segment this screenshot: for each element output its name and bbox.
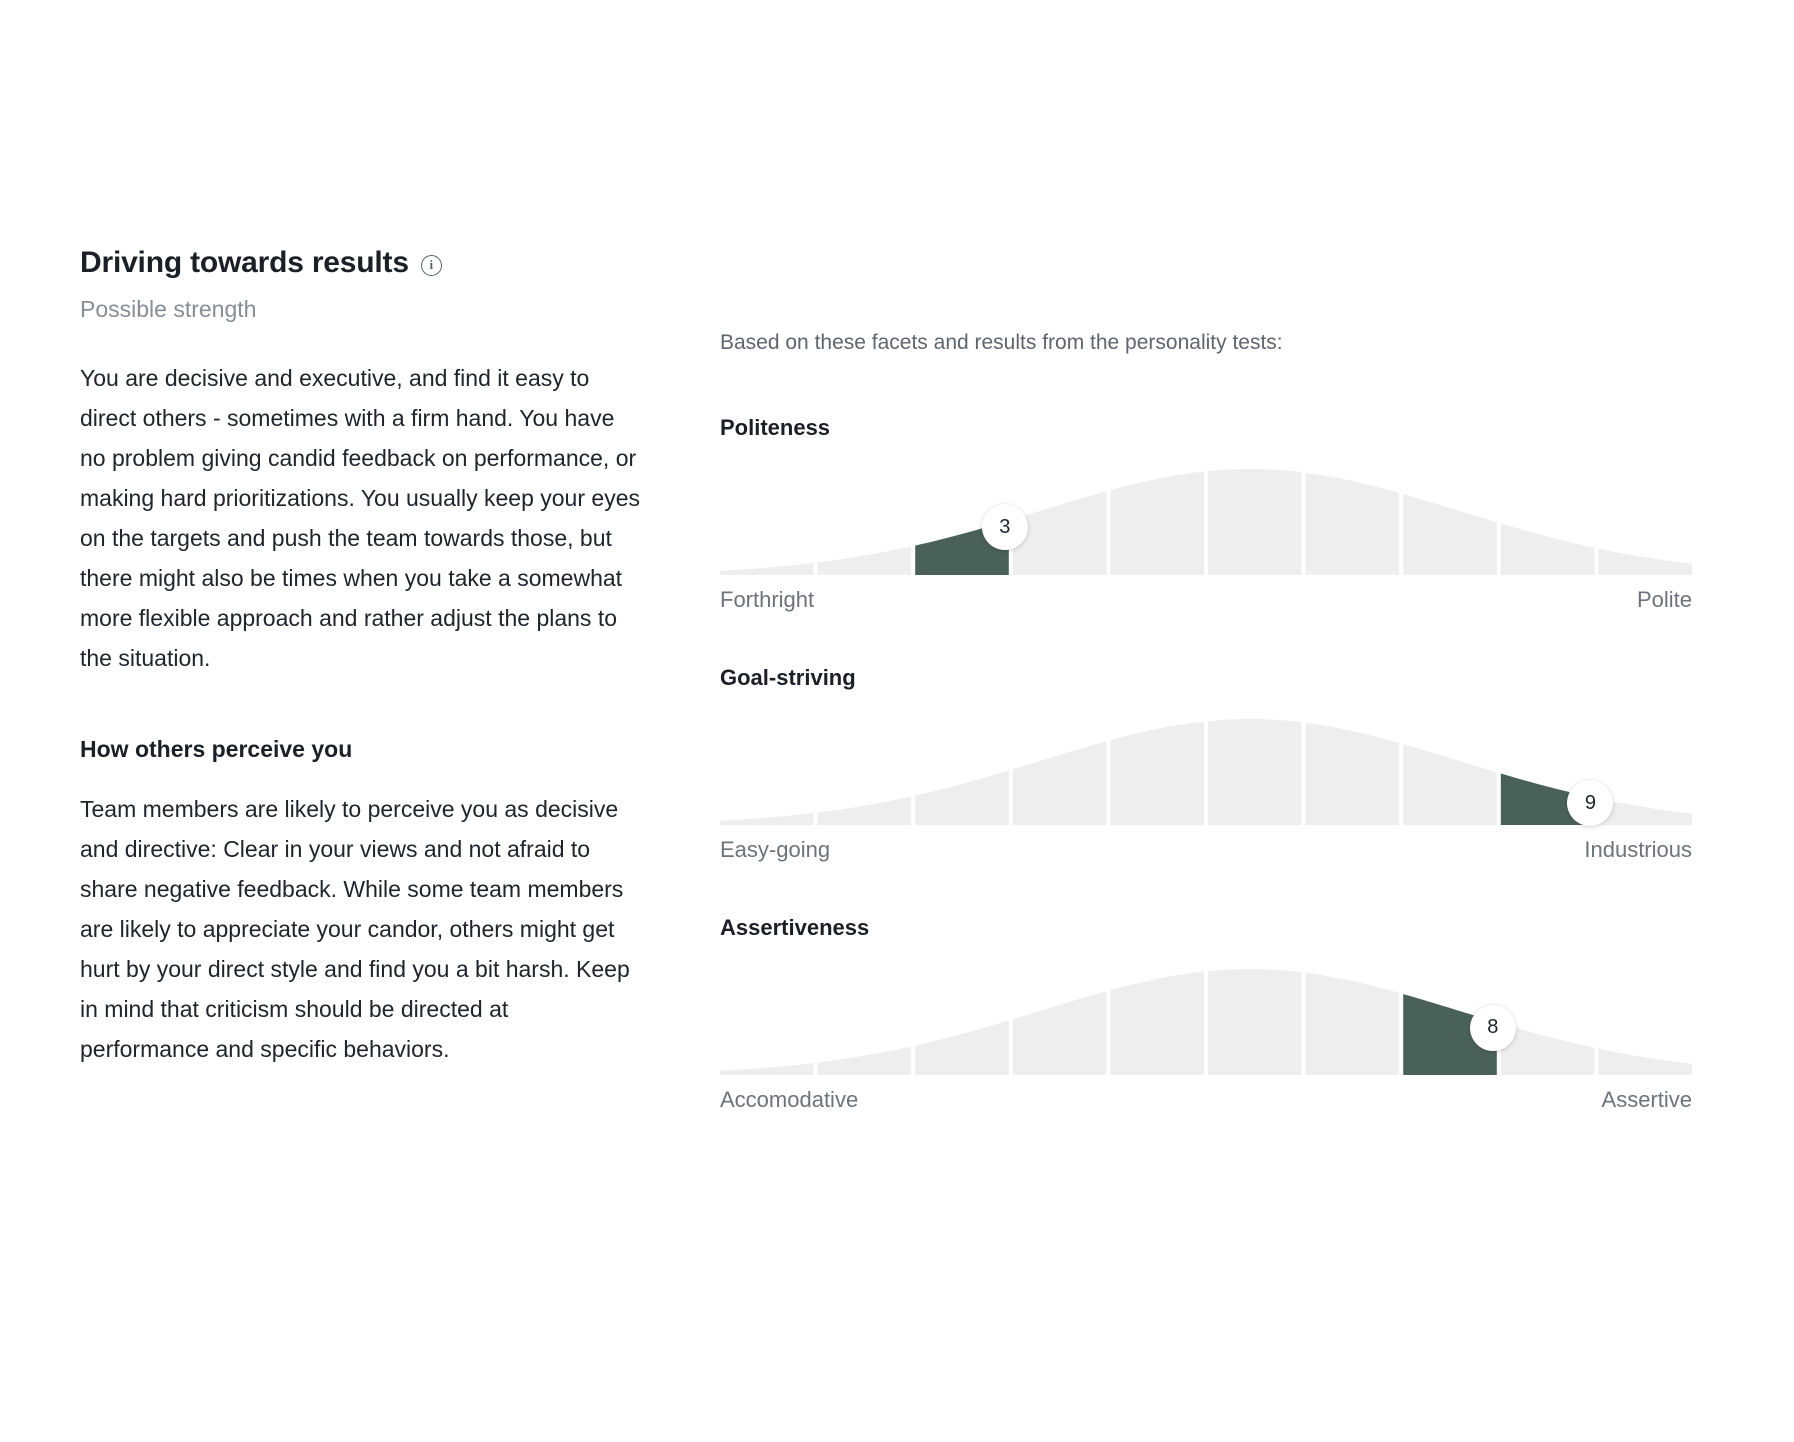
- score-badge: 8: [1470, 1005, 1516, 1051]
- score-badge: 9: [1567, 780, 1613, 826]
- distribution-chart: [720, 713, 1692, 825]
- axis-labels: [720, 1087, 1692, 1113]
- facet-title: Politeness: [720, 415, 831, 440]
- bar-segment[interactable]: [1403, 744, 1497, 825]
- bar-segment[interactable]: [1110, 972, 1204, 1075]
- main-paragraph: You are decisive and executive, and find it easy to direct others - sometimes with a firm hand. You have no problem giving candid feedback on performance, or making hard prioritizations. You usually keep your eyes on the targets and push the team towards those, but there might also be times when you take a somewhat more flexible approach and rather adjust the plans to the situation.: [80, 364, 640, 671]
- bar-segment[interactable]: [1598, 1049, 1692, 1075]
- facets-column: [660, 245, 1794, 1113]
- facet-chart-list: [720, 415, 1734, 1113]
- facet-goal-striving: [720, 665, 1734, 863]
- page-title: Driving towards results: [80, 246, 409, 279]
- axis-label-right: Assertive: [1601, 1087, 1692, 1112]
- facets-intro: Based on these facets and results from the personality tests:: [720, 331, 1283, 354]
- bar-segment[interactable]: [1306, 723, 1400, 825]
- bar-segment[interactable]: [1208, 969, 1302, 1075]
- distribution-chart: [720, 463, 1692, 575]
- bar-segment[interactable]: [720, 563, 814, 575]
- score-badge: 3: [982, 504, 1028, 550]
- narrative-column: [0, 245, 660, 1069]
- axis-label-left: Accomodative: [720, 1087, 859, 1112]
- bar-segment[interactable]: [720, 813, 814, 825]
- bar-segment[interactable]: [818, 796, 912, 825]
- page-subtitle: Possible strength: [80, 296, 257, 322]
- two-column-layout: [0, 245, 1794, 1113]
- bar-segment[interactable]: [818, 546, 912, 575]
- distribution-svg: [720, 713, 1692, 825]
- bar-segment[interactable]: [1013, 741, 1107, 825]
- axis-labels: [720, 837, 1692, 863]
- axis-label-right: Polite: [1636, 587, 1692, 612]
- bar-segment[interactable]: [915, 1020, 1009, 1075]
- bar-segment[interactable]: [1013, 991, 1107, 1075]
- bar-segment[interactable]: [720, 1063, 814, 1075]
- axis-label-right: Industrious: [1584, 837, 1692, 862]
- bar-segment[interactable]: [1208, 469, 1302, 575]
- axis-label-left: Easy-going: [720, 837, 831, 862]
- distribution-svg: [720, 463, 1692, 575]
- bar-segment[interactable]: [1110, 472, 1204, 575]
- bar-segment[interactable]: [1306, 473, 1400, 575]
- facet-title: Goal-striving: [720, 665, 856, 690]
- bar-segment[interactable]: [1208, 719, 1302, 825]
- facet-politeness: [720, 415, 1734, 613]
- bar-segment[interactable]: [1306, 973, 1400, 1075]
- bar-segment[interactable]: [1110, 722, 1204, 825]
- distribution-chart: [720, 963, 1692, 1075]
- axis-labels: [720, 587, 1692, 613]
- info-icon[interactable]: i: [421, 255, 442, 276]
- bar-segment[interactable]: [1403, 494, 1497, 575]
- title-row: [80, 245, 640, 281]
- bar-segment[interactable]: [1501, 523, 1595, 575]
- axis-label-left: Forthright: [720, 587, 815, 612]
- facet-title: Assertiveness: [720, 915, 870, 940]
- bar-segment[interactable]: [1598, 549, 1692, 575]
- bar-segment[interactable]: [818, 1046, 912, 1075]
- facet-assertiveness: [720, 915, 1734, 1113]
- perception-paragraph: Team members are likely to perceive you as decisive and directive: Clear in your views and not afraid to share negative feedback. While some team members are likely to appreciate your candor, others might get hurt by your direct style and find you a bit harsh. Keep in mind that criticism should be directed at performance and specific behaviors.: [80, 795, 630, 1062]
- distribution-svg: [720, 963, 1692, 1075]
- bar-segment[interactable]: [915, 770, 1009, 825]
- section-heading-perception: How others perceive you: [80, 735, 353, 762]
